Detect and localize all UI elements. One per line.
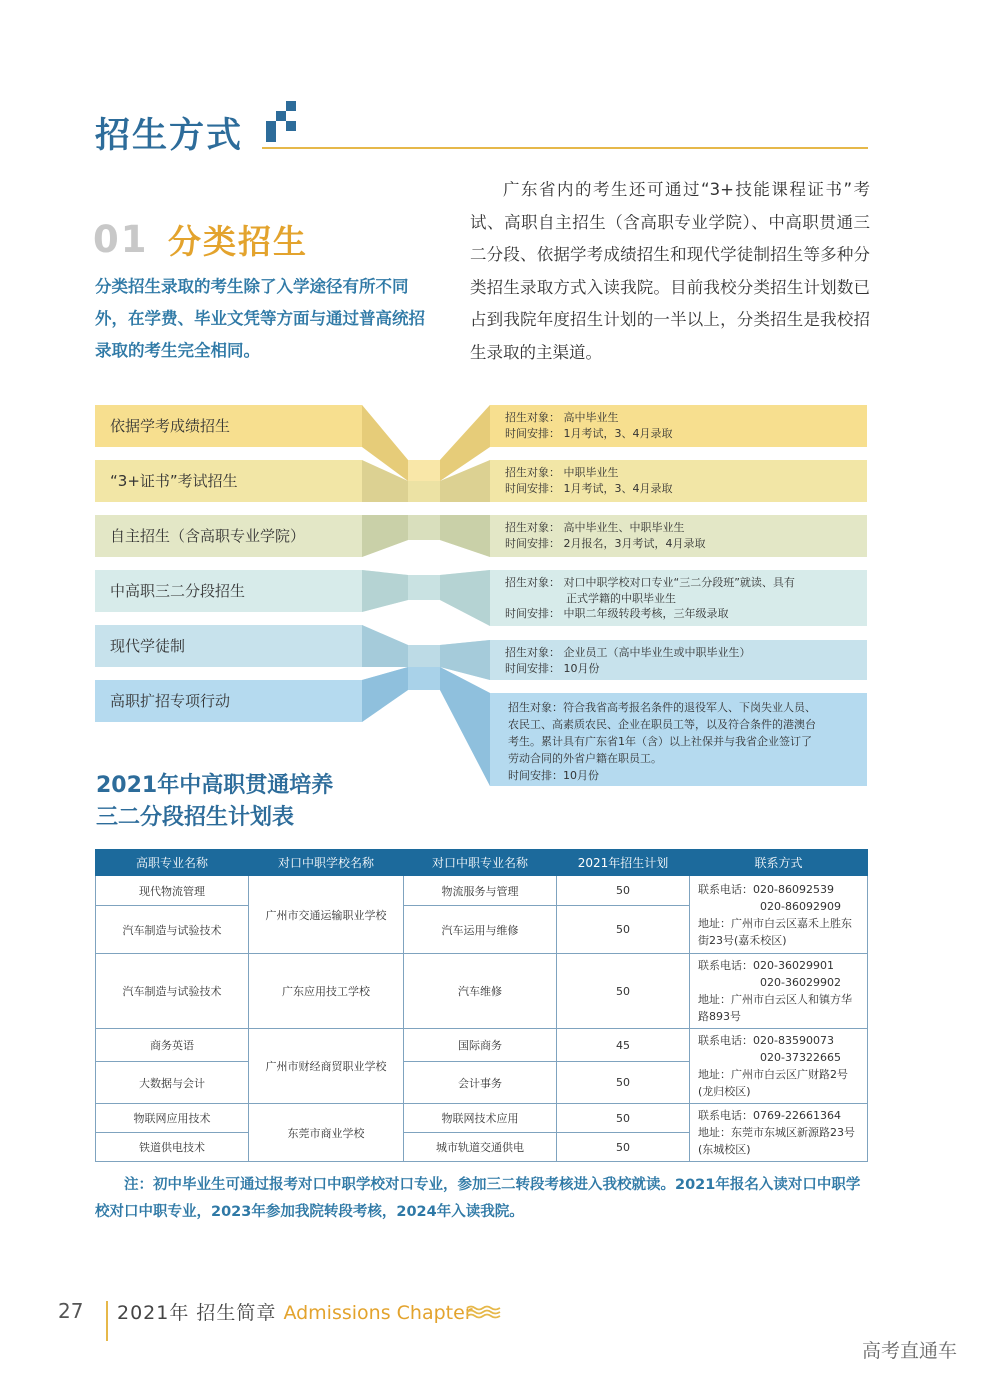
contact-cell [690,1029,868,1104]
flow-band-fold [362,625,408,667]
flow-info-academic [505,410,673,441]
major-cell: 大数据与会计 [96,1062,249,1104]
contact-line: 路893号 [698,1010,741,1023]
table-row [96,954,868,1029]
contact-line: (东城校区) [698,1143,751,1156]
major-cell: 铁道供电技术 [96,1133,249,1162]
contact-line: 地址：广州市白云区人和镇方华 [698,993,852,1006]
major-cell: 现代物流管理 [96,876,249,906]
watermark: 高考直通车 [862,1340,958,1362]
contact-line: 联系电话：020-86092539 [698,882,834,896]
contact-line: 020-86092909 [760,899,841,913]
column-header: 对口中职学校名称 [249,850,404,876]
contact-cell [690,954,868,1029]
plan-title-line: 三二分段招生计划表 [96,805,295,830]
section-summary: 分类招生录取的考生除了入学途径有所不同外，在学费、毕业文凭等方面与通过普高统招录取的考生完全相同。 [95,277,425,360]
contact-line: 020-36029902 [760,976,841,989]
school-cell: 广州市交通运输职业学校 [249,876,404,954]
info-line: 正式学籍的中职毕业生 [566,591,676,605]
major-cell: 汽车制造与试验技术 [96,954,249,1029]
contact-cell [690,1104,868,1162]
plan-cell: 50 [557,876,690,906]
info-line: 时间安排： 2月报名，3月考试，4月录取 [505,536,706,550]
info-line: 农民工、高素质农民、企业在职员工等，以及符合条件的港澳台 [508,718,816,731]
contact-line: (龙归校区) [698,1085,751,1098]
flow-band-center [408,667,440,690]
flow-band-fold [362,667,408,722]
plan-title-line: 2021年中高职贯通培养 [96,773,334,798]
info-line: 时间安排： 1月考试，3、4月录取 [505,481,673,495]
sub-major-cell: 汽车运用与维修 [404,906,557,954]
info-line: 招生对象： 高中毕业生 [505,411,619,424]
flow-label-three-two: 中高职三二分段招生 [110,582,246,600]
info-line: 时间安排： 10月份 [505,661,600,675]
plan-cell: 50 [557,954,690,1029]
flow-label-3plus-cert: “3+证书”考试招生 [110,472,238,490]
table-row [96,876,868,906]
contact-line: 020-37322665 [760,1051,841,1064]
table-header-row [96,850,868,876]
info-line: 招生对象： 对口中职学校对口专业“三二分段班”就读、具有 [505,576,795,589]
plan-cell: 50 [557,1133,690,1162]
flow-info-independent [505,520,706,551]
contact-line: 联系电话：0769-22661364 [698,1109,841,1122]
flow-label-expansion: 高职扩招专项行动 [110,692,231,710]
plan-note: 注：初中毕业生可通过报考对口中职学校对口专业，参加三二转段考核进入我校就读。2021年报名入读对口中职学校对口中职专业，2023年参加我院转段考核，2024年入读我院。 [95,1177,861,1220]
contact-line: 联系电话：020-83590073 [698,1034,834,1047]
plan-title [96,770,333,834]
sub-major-cell: 国际商务 [404,1029,557,1062]
info-line: 时间安排： 1月考试，3、4月录取 [505,426,673,440]
column-header: 联系方式 [690,850,868,876]
sub-major-cell: 汽车维修 [404,954,557,1029]
flow-band-fold [440,515,490,557]
page-title: 招生方式 [95,116,244,156]
flow-label-apprenticeship: 现代学徒制 [110,637,186,655]
plan-cell: 45 [557,1029,690,1062]
flow-band-fold [440,667,490,786]
plan-cell: 50 [557,1104,690,1133]
flow-band-center [408,481,440,502]
major-cell: 商务英语 [96,1029,249,1062]
plan-cell: 50 [557,906,690,954]
sub-major-cell: 城市轨道交通供电 [404,1133,557,1162]
school-cell: 东莞市商业学校 [249,1104,404,1162]
contact-line: 街23号(嘉禾校区) [698,933,787,947]
sub-major-cell: 物联网技术应用 [404,1104,557,1133]
flow-info-apprenticeship [505,645,751,676]
contact-line: 联系电话：020-36029901 [698,959,834,972]
info-line: 劳动合同的外省户籍在职员工。 [508,752,662,765]
column-header: 对口中职专业名称 [404,850,557,876]
contact-line: 地址：广州市白云区嘉禾上胜东 [698,916,852,930]
footer-title-en: Admissions Chapter [283,1302,473,1324]
flow-band-fold [440,570,490,626]
waves-icon [466,1305,502,1319]
info-line: 招生对象： 中职毕业生 [505,466,619,479]
info-line: 招生对象： 高中毕业生、中职毕业生 [505,521,685,534]
info-line: 考生。累计具有广东省1年（含）以上社保并与我省企业签订了 [508,735,812,748]
column-header: 2021年招生计划 [557,850,690,876]
major-cell: 物联网应用技术 [96,1104,249,1133]
flow-band-center [408,645,440,667]
flow-info-3plus-cert [505,465,673,496]
info-line: 招生对象： 企业员工（高中毕业生或中职毕业生） [505,646,751,659]
flow-label-independent: 自主招生（含高职专业学院） [110,527,306,545]
page-number: 27 [58,1299,84,1323]
contact-cell [690,876,868,954]
table-row [96,1104,868,1133]
flow-info-expansion [508,699,858,784]
flow-band-center [408,575,440,600]
enrollment-plan-table [95,849,868,1162]
info-line: 时间安排： 中职二年级转段考核，三年级录取 [505,607,729,620]
section-description: 广东省内的考生还可通过“3+技能课程证书”考试、高职自主招生（含高职专业学院）、中高职贯通三二分段、依据学考成绩招生和现代学徒制招生等多种分类招生录取方式入读我院。目前我校分类招生计划数已占到我院年度招生计划的一半以上，分类招生是我校招生录取的主渠道。 [470,180,870,362]
footer-divider [106,1301,108,1341]
contact-line: 地址：广州市白云区广财路2号 [698,1068,848,1081]
school-cell: 广州市财经商贸职业学校 [249,1029,404,1104]
table-row [96,1029,868,1062]
contact-line: 地址：东莞市东城区新源路23号 [698,1126,855,1139]
sub-major-cell: 物流服务与管理 [404,876,557,906]
sub-major-cell: 会计事务 [404,1062,557,1104]
major-cell: 汽车制造与试验技术 [96,906,249,954]
plan-cell: 50 [557,1062,690,1104]
flow-band-fold [362,515,408,557]
info-line: 招生对象：符合我省高考报名条件的退役军人、下岗失业人员、 [508,701,816,714]
flow-label-academic: 依据学考成绩招生 [110,417,231,435]
flow-band-fold [362,570,408,612]
footer-title-cn: 2021年 招生简章 [117,1302,277,1324]
flow-band-center [408,515,440,540]
info-line: 时间安排：10月份 [508,769,599,782]
section-number: 01 [93,218,149,261]
school-cell: 广东应用技工学校 [249,954,404,1029]
flow-info-three-two [505,575,795,622]
flow-band-center [408,460,440,481]
footer-title [117,1298,473,1325]
section-title: 分类招生 [168,222,308,261]
column-header: 高职专业名称 [96,850,249,876]
